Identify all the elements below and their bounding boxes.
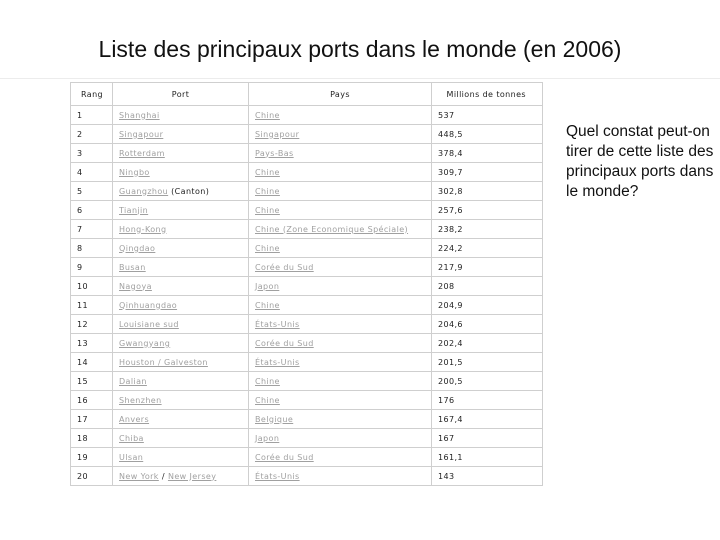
header-rank: Rang bbox=[71, 83, 113, 106]
port-cell bbox=[113, 163, 249, 182]
port-link[interactable]: Singapour bbox=[119, 129, 164, 139]
country-cell bbox=[249, 296, 432, 315]
rank-cell: 2 bbox=[71, 125, 113, 144]
table-row bbox=[71, 448, 543, 467]
country-link[interactable]: Chine bbox=[255, 186, 280, 196]
country-link[interactable]: Singapour bbox=[255, 129, 300, 139]
rank-cell: 20 bbox=[71, 467, 113, 486]
port-link[interactable]: Hong-Kong bbox=[119, 224, 167, 234]
tonnes-cell: 537 bbox=[432, 106, 543, 125]
country-cell bbox=[249, 429, 432, 448]
rank-cell: 3 bbox=[71, 144, 113, 163]
port-cell bbox=[113, 448, 249, 467]
port-link[interactable]: Dalian bbox=[119, 376, 147, 386]
country-link[interactable]: Chine bbox=[255, 376, 280, 386]
port-cell bbox=[113, 201, 249, 220]
table-row bbox=[71, 334, 543, 353]
port-extra-text: / bbox=[161, 471, 165, 481]
country-cell bbox=[249, 467, 432, 486]
port-cell bbox=[113, 353, 249, 372]
port-link[interactable]: Nagoya bbox=[119, 281, 152, 291]
rank-cell: 4 bbox=[71, 163, 113, 182]
country-cell bbox=[249, 182, 432, 201]
country-link[interactable]: Chine (Zone Economique Spéciale) bbox=[255, 224, 409, 234]
country-link[interactable]: Japon bbox=[255, 281, 280, 291]
country-link[interactable]: Corée du Sud bbox=[255, 338, 314, 348]
port-cell bbox=[113, 296, 249, 315]
country-cell bbox=[249, 334, 432, 353]
country-cell bbox=[249, 315, 432, 334]
slide-title: Liste des principaux ports dans le monde (en 2006) bbox=[98, 36, 622, 62]
country-cell bbox=[249, 106, 432, 125]
port-link[interactable]: Busan bbox=[119, 262, 146, 272]
title-divider bbox=[0, 78, 720, 79]
rank-cell: 11 bbox=[71, 296, 113, 315]
tonnes-cell: 238,2 bbox=[432, 220, 543, 239]
port-link[interactable]: Gwangyang bbox=[119, 338, 171, 348]
port-link[interactable]: Anvers bbox=[119, 414, 150, 424]
country-link[interactable]: Corée du Sud bbox=[255, 452, 314, 462]
rank-cell: 16 bbox=[71, 391, 113, 410]
table-row bbox=[71, 258, 543, 277]
table-row bbox=[71, 391, 543, 410]
country-cell bbox=[249, 201, 432, 220]
table-row bbox=[71, 220, 543, 239]
tonnes-cell: 167 bbox=[432, 429, 543, 448]
table-row bbox=[71, 467, 543, 486]
country-link[interactable]: Pays-Bas bbox=[255, 148, 294, 158]
table-row bbox=[71, 410, 543, 429]
rank-cell: 14 bbox=[71, 353, 113, 372]
table-row bbox=[71, 125, 543, 144]
port-cell bbox=[113, 258, 249, 277]
table-row bbox=[71, 429, 543, 448]
country-cell bbox=[249, 277, 432, 296]
rank-cell: 19 bbox=[71, 448, 113, 467]
table-row bbox=[71, 144, 543, 163]
country-link[interactable]: Chine bbox=[255, 243, 280, 253]
port-link[interactable]: Tianjin bbox=[119, 205, 149, 215]
port-cell bbox=[113, 220, 249, 239]
tonnes-cell: 204,9 bbox=[432, 296, 543, 315]
table-row bbox=[71, 182, 543, 201]
header-country: Pays bbox=[249, 83, 432, 106]
port-link[interactable]: Qingdao bbox=[119, 243, 156, 253]
country-cell bbox=[249, 125, 432, 144]
tonnes-cell: 309,7 bbox=[432, 163, 543, 182]
header-port: Port bbox=[113, 83, 249, 106]
port-cell bbox=[113, 144, 249, 163]
port-link[interactable]: Houston / Galveston bbox=[119, 357, 208, 367]
country-link[interactable]: Chine bbox=[255, 205, 280, 215]
country-link[interactable]: Chine bbox=[255, 110, 280, 120]
tonnes-cell: 302,8 bbox=[432, 182, 543, 201]
rank-cell: 6 bbox=[71, 201, 113, 220]
port-cell bbox=[113, 410, 249, 429]
port-link[interactable]: New Jersey bbox=[167, 471, 217, 481]
question-text: Quel constat peut-on tirer de cette liste des principaux ports dans le monde? bbox=[566, 123, 714, 200]
tonnes-cell: 208 bbox=[432, 277, 543, 296]
port-cell bbox=[113, 372, 249, 391]
rank-cell: 9 bbox=[71, 258, 113, 277]
tonnes-cell: 448,5 bbox=[432, 125, 543, 144]
table-row bbox=[71, 353, 543, 372]
rank-cell: 15 bbox=[71, 372, 113, 391]
tonnes-cell: 204,6 bbox=[432, 315, 543, 334]
country-link[interactable]: Belgique bbox=[255, 414, 294, 424]
table-row bbox=[71, 277, 543, 296]
tonnes-cell: 257,6 bbox=[432, 201, 543, 220]
table-row bbox=[71, 163, 543, 182]
country-cell bbox=[249, 353, 432, 372]
country-link[interactable]: Chine bbox=[255, 300, 280, 310]
country-link[interactable]: Corée du Sud bbox=[255, 262, 314, 272]
country-link[interactable]: États-Unis bbox=[255, 357, 300, 367]
table-row bbox=[71, 106, 543, 125]
port-link[interactable]: Louisiane sud bbox=[119, 319, 179, 329]
country-cell bbox=[249, 258, 432, 277]
rank-cell: 1 bbox=[71, 106, 113, 125]
port-cell bbox=[113, 277, 249, 296]
rank-cell: 12 bbox=[71, 315, 113, 334]
tonnes-cell: 161,1 bbox=[432, 448, 543, 467]
table-row bbox=[71, 315, 543, 334]
country-cell bbox=[249, 239, 432, 258]
port-cell bbox=[113, 182, 249, 201]
table-row bbox=[71, 201, 543, 220]
table-header-row bbox=[71, 83, 543, 106]
tonnes-cell: 176 bbox=[432, 391, 543, 410]
port-link[interactable]: Rotterdam bbox=[119, 148, 165, 158]
port-link[interactable]: Shanghai bbox=[119, 110, 160, 120]
rank-cell: 17 bbox=[71, 410, 113, 429]
port-link[interactable]: New York bbox=[119, 471, 159, 481]
table-row bbox=[71, 296, 543, 315]
table-body bbox=[71, 106, 543, 486]
port-cell bbox=[113, 429, 249, 448]
port-link[interactable]: Ulsan bbox=[119, 452, 144, 462]
table-row bbox=[71, 239, 543, 258]
header-tonnes: Millions de tonnes bbox=[432, 83, 543, 106]
country-cell bbox=[249, 144, 432, 163]
rank-cell: 8 bbox=[71, 239, 113, 258]
port-link[interactable]: Chiba bbox=[119, 433, 144, 443]
port-extra-text: (Canton) bbox=[171, 186, 210, 196]
port-link[interactable]: Ningbo bbox=[119, 167, 150, 177]
rank-cell: 13 bbox=[71, 334, 113, 353]
port-cell bbox=[113, 239, 249, 258]
table-row bbox=[71, 372, 543, 391]
port-cell bbox=[113, 334, 249, 353]
tonnes-cell: 143 bbox=[432, 467, 543, 486]
port-link[interactable]: Guangzhou bbox=[119, 186, 169, 196]
country-cell bbox=[249, 410, 432, 429]
rank-cell: 18 bbox=[71, 429, 113, 448]
port-cell bbox=[113, 391, 249, 410]
country-cell bbox=[249, 448, 432, 467]
country-cell bbox=[249, 220, 432, 239]
tonnes-cell: 217,9 bbox=[432, 258, 543, 277]
tonnes-cell: 167,4 bbox=[432, 410, 543, 429]
country-link[interactable]: Chine bbox=[255, 395, 280, 405]
country-cell bbox=[249, 372, 432, 391]
country-cell bbox=[249, 163, 432, 182]
tonnes-cell: 200,5 bbox=[432, 372, 543, 391]
rank-cell: 10 bbox=[71, 277, 113, 296]
port-cell bbox=[113, 125, 249, 144]
port-cell bbox=[113, 467, 249, 486]
country-link[interactable]: États-Unis bbox=[255, 471, 300, 481]
country-link[interactable]: Japon bbox=[255, 433, 280, 443]
country-link[interactable]: Chine bbox=[255, 167, 280, 177]
rank-cell: 5 bbox=[71, 182, 113, 201]
ports-table bbox=[70, 82, 543, 486]
tonnes-cell: 201,5 bbox=[432, 353, 543, 372]
country-cell bbox=[249, 391, 432, 410]
port-cell bbox=[113, 106, 249, 125]
country-link[interactable]: États-Unis bbox=[255, 319, 300, 329]
tonnes-cell: 202,4 bbox=[432, 334, 543, 353]
port-link[interactable]: Shenzhen bbox=[119, 395, 162, 405]
tonnes-cell: 378,4 bbox=[432, 144, 543, 163]
port-cell bbox=[113, 315, 249, 334]
port-link[interactable]: Qinhuangdao bbox=[119, 300, 178, 310]
tonnes-cell: 224,2 bbox=[432, 239, 543, 258]
rank-cell: 7 bbox=[71, 220, 113, 239]
